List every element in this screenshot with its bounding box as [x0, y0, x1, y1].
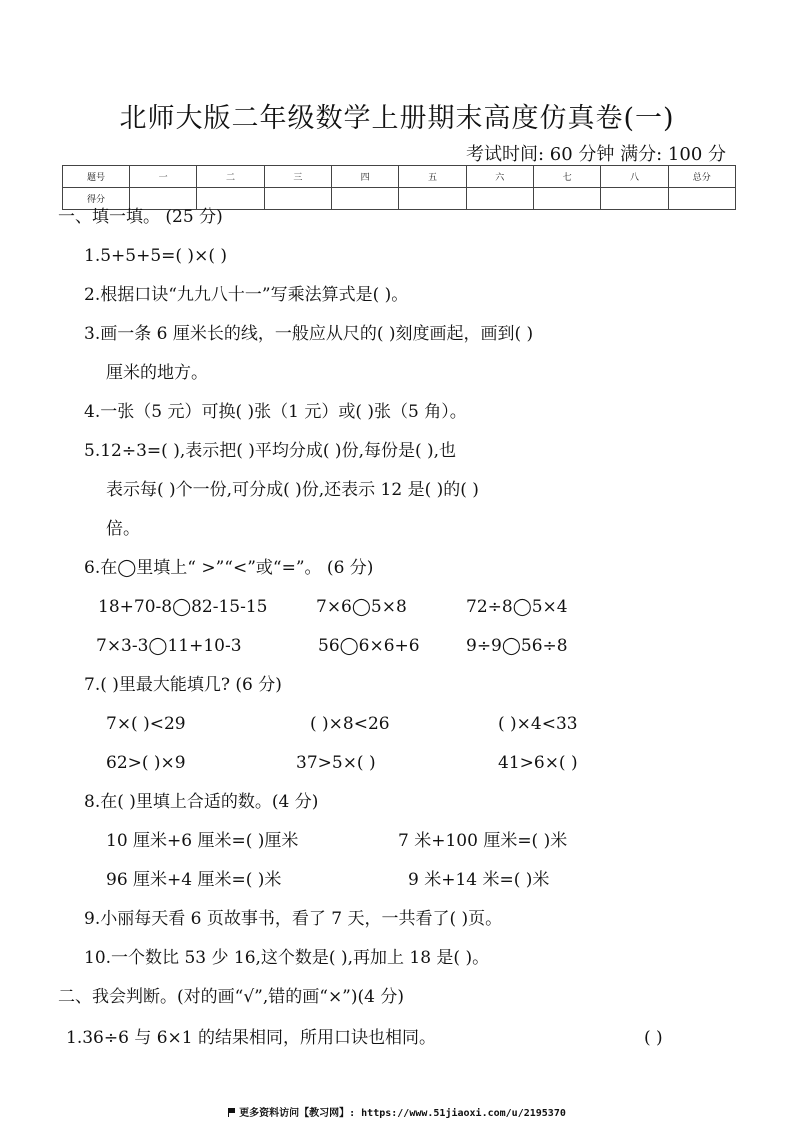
question-line: 6.在◯里填上“ >”“<”或“=”。 (6 分) [84, 558, 374, 578]
question-line: 18+70-8◯82-15-15 [98, 597, 268, 617]
footer[interactable] [0, 1104, 794, 1119]
flag-icon [228, 1108, 236, 1117]
question-line: 10 厘米+6 厘米=( )厘米 [106, 831, 299, 851]
question-line: 厘米的地方。 [106, 363, 208, 383]
score-table-header-row [63, 166, 736, 188]
score-table-header-cell: 五 [399, 166, 466, 188]
question-line: 倍。 [106, 519, 140, 539]
score-cell[interactable] [533, 188, 600, 210]
question-line: ( ) [644, 1028, 663, 1048]
question-line: 7×3-3◯11+10-3 [96, 636, 242, 656]
score-cell[interactable] [466, 188, 533, 210]
question-line: 8.在( )里填上合适的数。(4 分) [84, 792, 319, 812]
score-table-header-cell: 一 [130, 166, 197, 188]
question-line: 5.12÷3=( ),表示把( )平均分成( )份,每份是( ),也 [84, 441, 457, 461]
score-table [62, 165, 736, 210]
score-row-label: 得分 [63, 188, 130, 210]
question-line: 1.36÷6 与 6×1 的结果相同，所用口诀也相同。 [66, 1028, 436, 1048]
footer-text[interactable]: 更多资料访问【教习网】: https://www.51jiaoxi.com/u/2195370 [239, 1108, 566, 1119]
score-table-header-cell: 总分 [668, 166, 735, 188]
question-line: 10.一个数比 53 少 16,这个数是( ),再加上 18 是( )。 [84, 948, 490, 968]
score-table-header-cell: 题号 [63, 166, 130, 188]
question-line: 9 米+14 米=( )米 [408, 870, 550, 890]
score-table-header-cell: 四 [331, 166, 398, 188]
question-line: ( )×8<26 [310, 714, 390, 734]
score-table-header-cell: 三 [264, 166, 331, 188]
exam-info: 考试时间: 60 分钟 满分: 100 分 [466, 144, 726, 165]
question-line: 二、我会判断。(对的画“√”,错的画“×”)(4 分) [58, 987, 404, 1007]
score-cell[interactable] [668, 188, 735, 210]
question-line: 7 米+100 厘米=( )米 [398, 831, 568, 851]
question-line: 7×( )<29 [106, 714, 186, 734]
score-cell[interactable] [331, 188, 398, 210]
score-table-header-cell: 七 [533, 166, 600, 188]
question-line: 4.一张（5 元）可换( )张（1 元）或( )张（5 角）。 [84, 402, 467, 422]
score-cell[interactable] [264, 188, 331, 210]
question-line: 7×6◯5×8 [316, 597, 407, 617]
question-line: 62>( )×9 [106, 753, 186, 773]
question-line: 2.根据口诀“九九八十一”写乘法算式是( )。 [84, 285, 409, 305]
question-line: 37>5×( ) [296, 753, 376, 773]
score-table-header-cell: 六 [466, 166, 533, 188]
score-cell[interactable] [601, 188, 668, 210]
page-title: 北师大版二年级数学上册期末高度仿真卷(一) [119, 103, 675, 134]
question-line: 7.( )里最大能填几? (6 分) [84, 675, 282, 695]
question-line: 1.5+5+5=( )×( ) [84, 246, 227, 266]
question-line: 41>6×( ) [498, 753, 578, 773]
question-line: 表示每( )个一份,可分成( )份,还表示 12 是( )的( ) [106, 480, 479, 500]
question-line: 3.画一条 6 厘米长的线，一般应从尺的( )刻度画起，画到( ) [84, 324, 534, 344]
question-line: 96 厘米+4 厘米=( )米 [106, 870, 282, 890]
question-line: 56◯6×6+6 [318, 636, 420, 656]
question-line: 一、填一填。 (25 分) [58, 207, 223, 227]
score-cell[interactable] [399, 188, 466, 210]
score-table-header-cell: 二 [197, 166, 264, 188]
question-line: 9.小丽每天看 6 页故事书，看了 7 天，一共看了( )页。 [84, 909, 503, 929]
question-line: 72÷8◯5×4 [466, 597, 568, 617]
question-line: ( )×4<33 [498, 714, 578, 734]
question-line: 9÷9◯56÷8 [466, 636, 568, 656]
score-table-header-cell: 八 [601, 166, 668, 188]
